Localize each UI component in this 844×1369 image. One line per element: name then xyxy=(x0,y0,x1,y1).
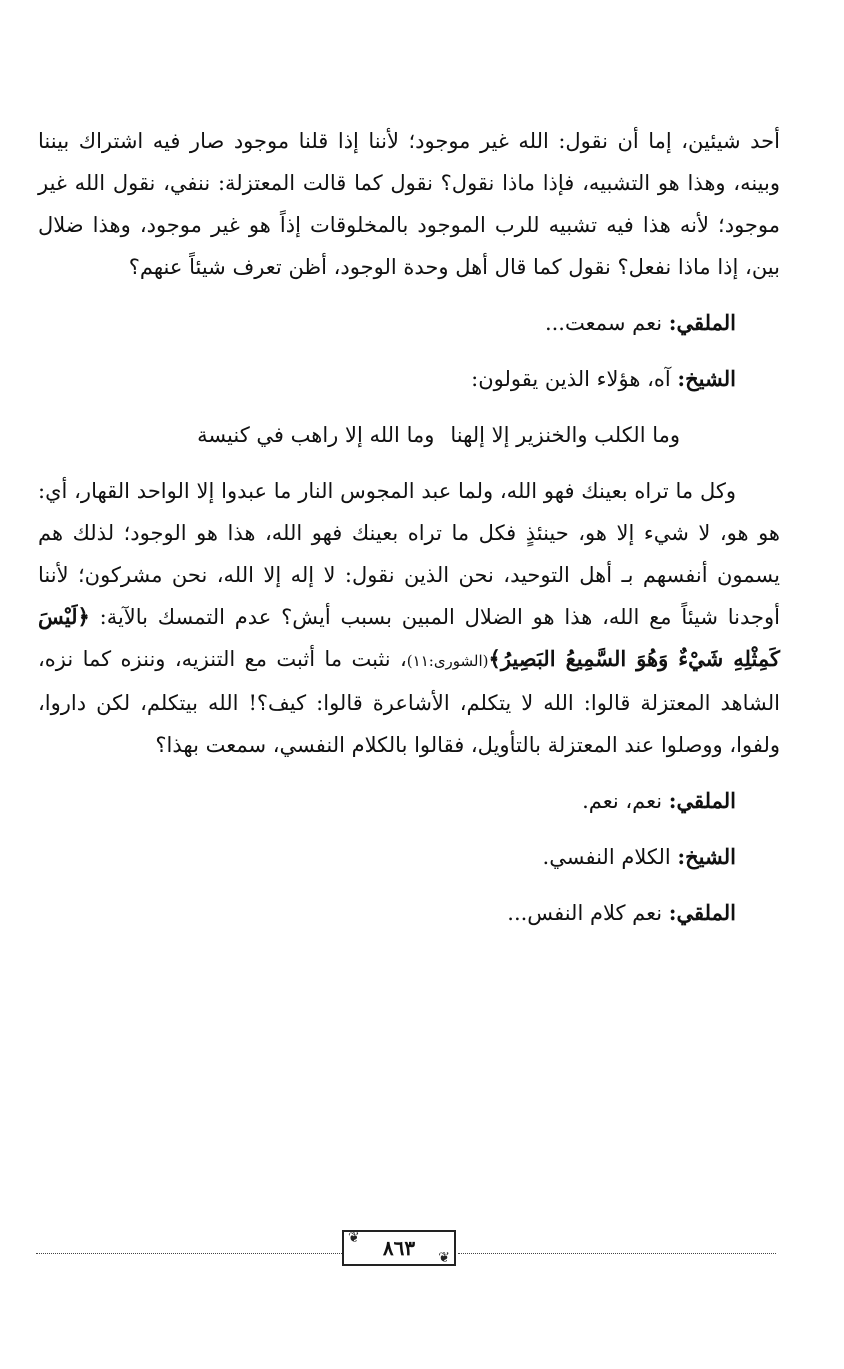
speaker-label: الملقي: xyxy=(668,900,736,925)
dialogue-line-3 xyxy=(38,780,780,822)
dialogue-line-4 xyxy=(38,836,780,878)
speaker-label: الشيخ: xyxy=(677,844,736,869)
footer-dotted-rule-left xyxy=(36,1253,342,1254)
footer-dotted-rule-right xyxy=(458,1253,776,1254)
speaker-label: الشيخ: xyxy=(677,366,736,391)
dialogue-text: آه، هؤلاء الذين يقولون: xyxy=(471,367,678,391)
quran-verse: ﴿لَيْسَ كَمِثْلِهِ شَيْءٌ وَهُوَ السَّمِيعُ البَصِيرُ﴾ xyxy=(38,604,780,671)
dialogue-line-5 xyxy=(38,892,780,934)
verse-hemistich-1: وما الكلب والخنزير إلا إلهنا xyxy=(450,423,680,447)
verse-hemistich-2: وما الله إلا راهب في كنيسة xyxy=(197,423,435,447)
page-number-frame xyxy=(342,1230,456,1266)
paragraph-2 xyxy=(38,470,780,766)
dialogue-text: نعم كلام النفس... xyxy=(507,901,669,925)
quran-reference: (الشورى:١١) xyxy=(406,652,489,670)
speaker-label: الملقي: xyxy=(668,788,736,813)
poetry-verse xyxy=(38,414,780,456)
dialogue-text: نعم سمعت... xyxy=(544,311,669,335)
speaker-label: الملقي: xyxy=(668,310,736,335)
dialogue-line-2 xyxy=(38,358,780,400)
dialogue-text: الكلام النفسي. xyxy=(542,845,678,869)
ornament-icon: ❦ xyxy=(348,1230,360,1246)
page-number: ٨٦٣ xyxy=(382,1236,416,1260)
paragraph-2-part-a: وكل ما تراه بعينك فهو الله، ولما عبد المجوس النار ما عبدوا إلا الواحد القهار، أي: هو هو، لا شيء إلا هو، حينئذٍ فكل ما تراه بعينك فهو الله، هذا هو الوجود؛ لذلك هم يسمون أنفسهم بـ أهل التوحيد، نحن الذين نقول: لا إله إلا الله، نحن مشركون؛ لأننا أوجدنا شيئاً مع الله، هذا هو الضلال المبين بسبب أيش؟ عدم التمسك بالآية: xyxy=(38,479,780,629)
ornament-icon: ❦ xyxy=(438,1250,450,1266)
dialogue-text: نعم، نعم. xyxy=(582,789,669,813)
paragraph-2-part-b: ، نثبت ما أثبت مع التنزيه، وننزه كما نزه، الشاهد المعتزلة قالوا: الله لا يتكلم، الأشاعرة قالوا: كيف؟! الله بيتكلم، لكن داروا، ولفوا، ووصلوا عند المعتزلة بالتأويل، فقالوا بالكلام النفسي، سمعت بهذا؟ xyxy=(38,647,780,757)
dialogue-line-1 xyxy=(38,302,780,344)
paragraph-1: أحد شيئين، إما أن نقول: الله غير موجود؛ لأننا إذا قلنا موجود صار فيه اشتراك بيننا وبينه، وهذا هو التشبيه، فإذا ماذا نقول؟ نقول كما قالت المعتزلة: ننفي، نقول الله غير موجود؛ لأنه هذا فيه تشبيه للرب الموجود بالمخلوقات إذاً هو غير موجود، وهذا ضلال بين، إذا ماذا نفعل؟ نقول كما قال أهل وحدة الوجود، أظن تعرف شيئاً عنهم؟ xyxy=(38,129,780,279)
page-body xyxy=(38,120,780,948)
